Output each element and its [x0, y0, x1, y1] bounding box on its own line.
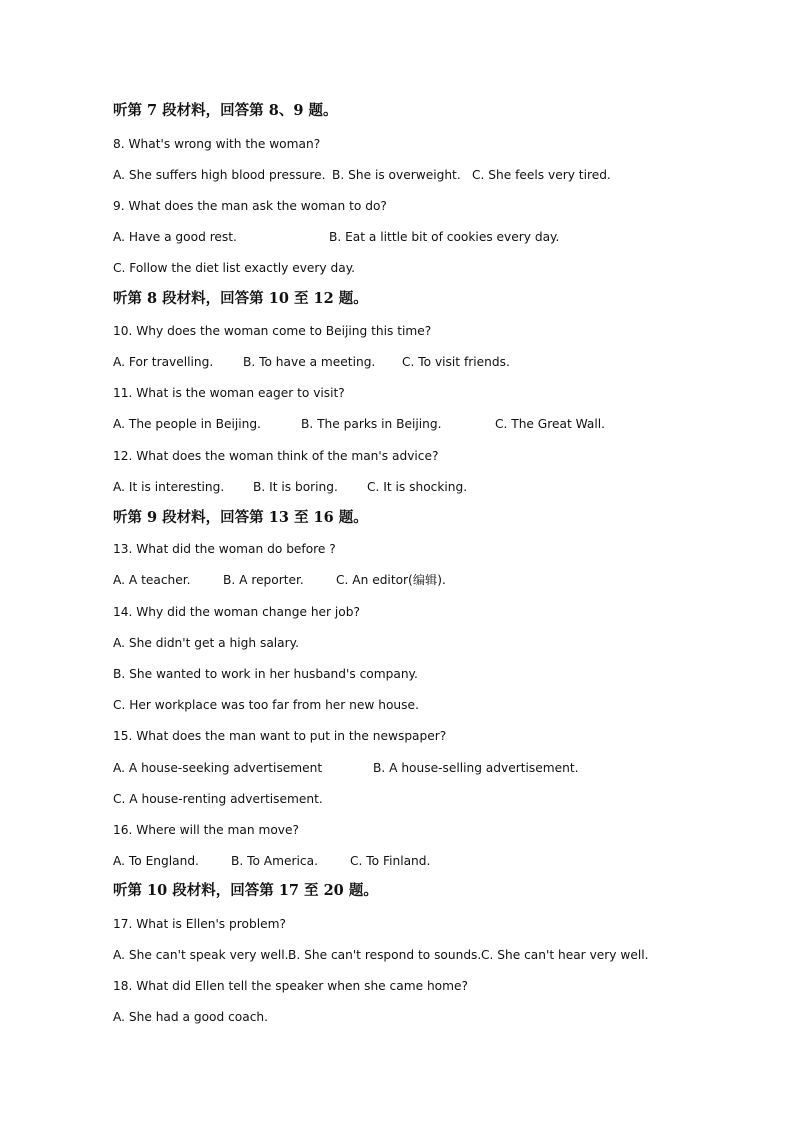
- question-16: 16. Where will the man move?: [113, 823, 299, 837]
- q14-option-c: C. Her workplace was too far from her new house.: [113, 698, 419, 712]
- q12-option-b: B. It is boring.: [253, 480, 338, 494]
- section-9-header: 听第 9 段材料，回答第 13 至 16 题。: [113, 509, 368, 526]
- q8-option-c: C. She feels very tired.: [472, 168, 611, 182]
- q16-option-c: C. To Finland.: [350, 854, 431, 868]
- question-14: 14. Why did the woman change her job?: [113, 605, 360, 619]
- question-8: 8. What's wrong with the woman?: [113, 137, 321, 151]
- q9-option-b: B. Eat a little bit of cookies every day.: [329, 230, 560, 244]
- q17-option-a: A. She can't speak very well.: [113, 948, 289, 962]
- q11-option-a: A. The people in Beijing.: [113, 417, 261, 431]
- q12-option-c: C. It is shocking.: [367, 480, 468, 494]
- q17-option-c: C. She can't hear very well.: [481, 948, 649, 962]
- question-9: 9. What does the man ask the woman to do?: [113, 199, 387, 213]
- question-18: 18. What did Ellen tell the speaker when she came home?: [113, 979, 468, 993]
- q8-option-a: A. She suffers high blood pressure.: [113, 168, 326, 182]
- question-12: 12. What does the woman think of the man's advice?: [113, 449, 439, 463]
- q13-option-b: B. A reporter.: [223, 573, 304, 587]
- q14-option-b: B. She wanted to work in her husband's company.: [113, 667, 418, 681]
- question-10: 10. Why does the woman come to Beijing this time?: [113, 324, 432, 338]
- q18-option-a: A. She had a good coach.: [113, 1010, 269, 1024]
- q11-option-c: C. The Great Wall.: [495, 417, 605, 431]
- q11-option-b: B. The parks in Beijing.: [301, 417, 442, 431]
- q9-option-c: C. Follow the diet list exactly every day.: [113, 261, 356, 275]
- section-10-header: 听第 10 段材料，回答第 17 至 20 题。: [113, 882, 378, 899]
- question-13: 13. What did the woman do before ?: [113, 542, 336, 556]
- q16-option-b: B. To America.: [231, 854, 318, 868]
- q12-option-a: A. It is interesting.: [113, 480, 225, 494]
- section-8-header: 听第 8 段材料，回答第 10 至 12 题。: [113, 290, 368, 307]
- q15-option-c: C. A house-renting advertisement.: [113, 792, 323, 806]
- q15-option-b: B. A house-selling advertisement.: [373, 761, 579, 775]
- question-17: 17. What is Ellen's problem?: [113, 917, 286, 931]
- q17-option-b: B. She can't respond to sounds.: [288, 948, 482, 962]
- q16-option-a: A. To England.: [113, 854, 199, 868]
- q14-option-a: A. She didn't get a high salary.: [113, 636, 299, 650]
- q13-option-c: C. An editor(编辑).: [336, 573, 446, 587]
- q10-option-a: A. For travelling.: [113, 355, 214, 369]
- q10-option-c: C. To visit friends.: [402, 355, 510, 369]
- q8-option-b: B. She is overweight.: [332, 168, 461, 182]
- q13-option-a: A. A teacher.: [113, 573, 191, 587]
- q10-option-b: B. To have a meeting.: [243, 355, 376, 369]
- q15-option-a: A. A house-seeking advertisement: [113, 761, 323, 775]
- question-11: 11. What is the woman eager to visit?: [113, 386, 345, 400]
- q9-option-a: A. Have a good rest.: [113, 230, 237, 244]
- section-7-header: 听第 7 段材料，回答第 8、9 题。: [113, 102, 338, 119]
- question-15: 15. What does the man want to put in the newspaper?: [113, 729, 447, 743]
